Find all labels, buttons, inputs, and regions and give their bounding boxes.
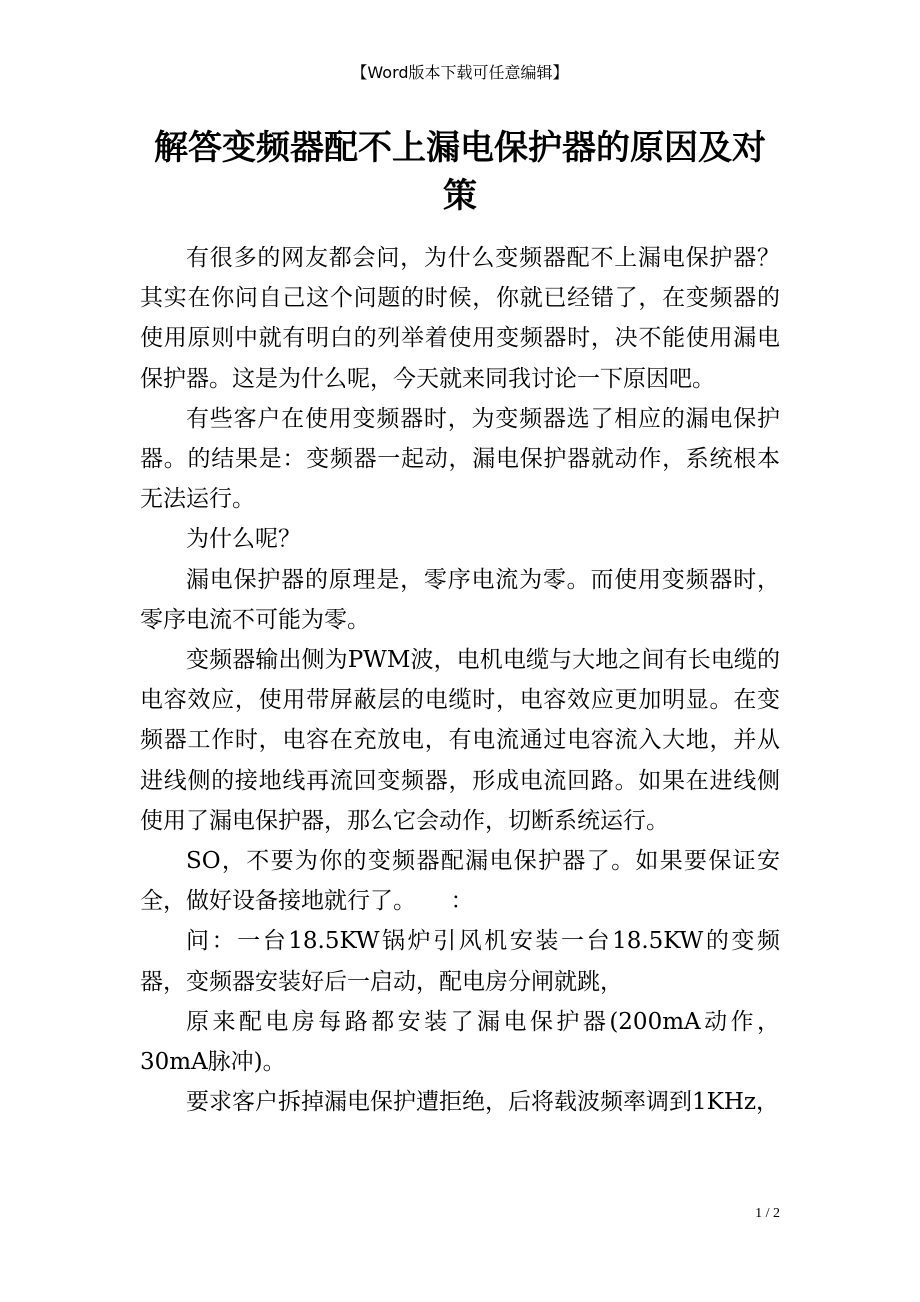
page-number: 1 / 2	[755, 1206, 780, 1221]
paragraph: 要求客户拆掉漏电保护遭拒绝，后将载波频率调到1KHz，	[186, 1089, 779, 1116]
document-body	[140, 238, 780, 1122]
paragraph: 有很多的网友都会问，为什么变频器配不上漏电保护器？其实在你问自己这个问题的时候，你就已经错了，在变频器的使用原则中就有明白的列举着使用变频器时，决不能使用漏电保护器。这是为什么呢，今天就来同我讨论一下原因吧。	[140, 245, 780, 392]
paragraph: 问：一台18.5KW锅炉引风机安装一台18.5KW的变频器，变频器安装好后一启动，配电房分闸就跳，	[140, 928, 780, 995]
paragraph: 有些客户在使用变频器时，为变频器选了相应的漏电保护器。的结果是：变频器一起动，漏电保护器就动作，系统根本无法运行。	[140, 405, 780, 513]
header-note: 【Word版本下载可任意编辑】	[351, 63, 569, 82]
paragraph: SO，不要为你的变频器配漏电保护器了。如果要保证安全，做好设备接地就行了。 ：	[140, 848, 780, 915]
paragraph: 漏电保护器的原理是，零序电流为零。而使用变频器时，零序电流不可能为零。	[140, 566, 780, 633]
paragraph: 为什么呢？	[186, 526, 301, 553]
paragraph: 原来配电房每路都安装了漏电保护器(200mA动作，30mA脉冲)。	[140, 1008, 780, 1076]
paragraph: 变频器输出侧为PWM波，电机电缆与大地之间有长电缆的电容效应，使用带屏蔽层的电缆时，电容效应更加明显。在变频器工作时，电容在充放电，有电流通过电容流入大地，并从进线侧的接地线再流回变频器，形成电流回路。如果在进线侧使用了漏电保护器，那么它会动作，切断系统运行。	[140, 647, 780, 834]
document-title: 解答变频器配不上漏电保护器的原因及对策	[154, 128, 766, 216]
